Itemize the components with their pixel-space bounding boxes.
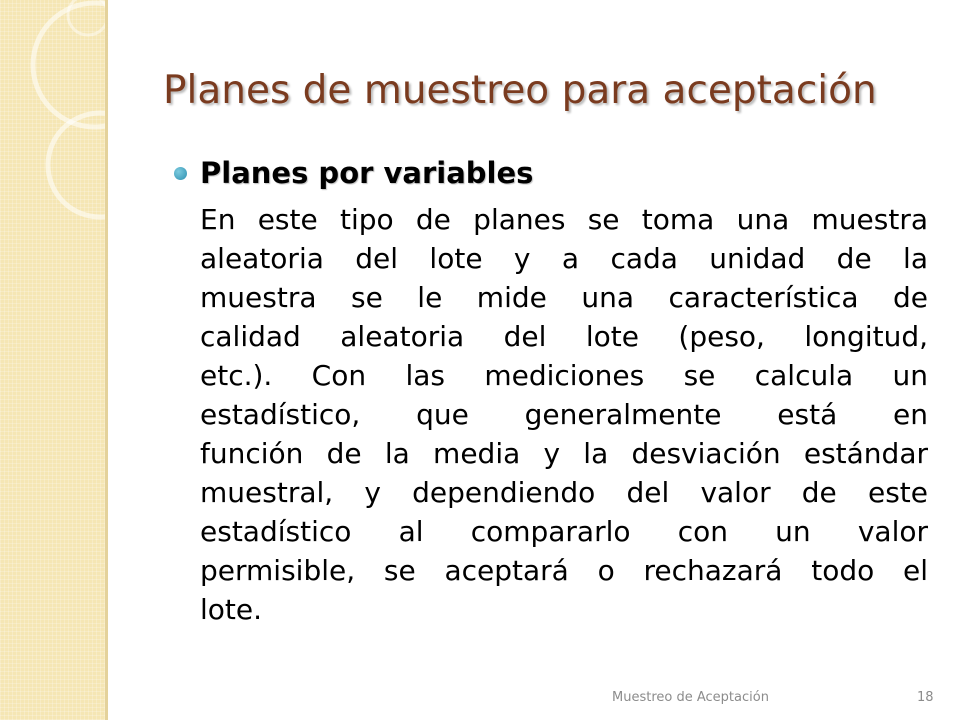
paragraph-line: aleatoria del lote y a cada unidad de la [200, 242, 928, 275]
bullet-icon [174, 167, 187, 180]
footer-label: Muestreo de Aceptación [612, 690, 769, 705]
body-paragraph [200, 200, 928, 629]
paragraph-line: muestral, y dependiendo del valor de este [200, 476, 928, 509]
paragraph-line: calidad aleatoria del lote (peso, longitud, [200, 320, 928, 353]
page-number: 18 [917, 690, 934, 705]
paragraph-line: muestra se le mide una característica de [200, 281, 928, 314]
decorative-circles [0, 0, 105, 720]
paragraph-line: permisible, se aceptará o rechazará todo el [200, 554, 928, 587]
slide-title: Planes de muestreo para aceptación [163, 68, 877, 113]
paragraph-line: etc.). Con las mediciones se calcula un [200, 359, 928, 392]
bullet-heading: Planes por variables [200, 156, 534, 190]
paragraph-line: estadístico, que generalmente está en [200, 398, 928, 431]
paragraph-line: lote. [200, 593, 263, 626]
decorative-side-panel [0, 0, 108, 720]
paragraph-line: En este tipo de planes se toma una muestra [200, 203, 928, 236]
paragraph-line: función de la media y la desviación estándar [200, 437, 928, 470]
paragraph-line: estadístico al compararlo con un valor [200, 515, 928, 548]
